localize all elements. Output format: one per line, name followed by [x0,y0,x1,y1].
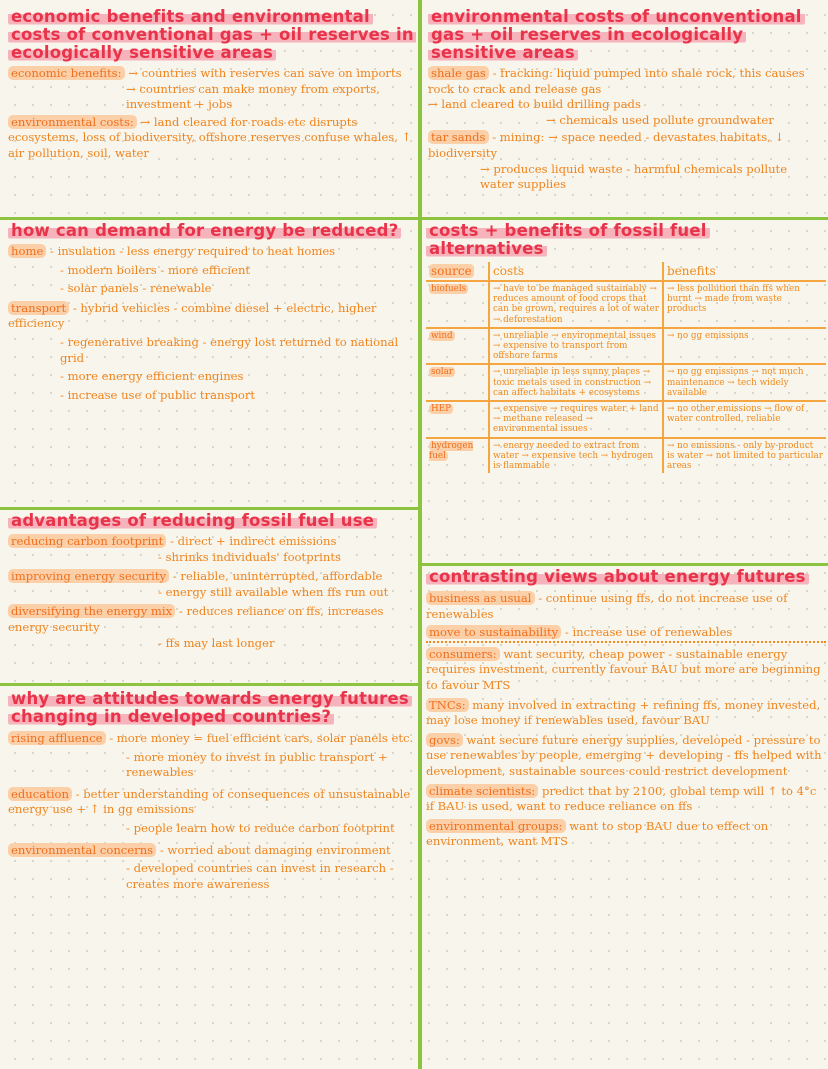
section-title: contrasting views about energy futures [426,568,826,586]
env-concerns-item: - worried about damaging environment [159,842,391,857]
transport-label: transport [8,301,69,315]
table-row [426,281,826,328]
row-source: hydrogen fuel [429,440,474,461]
carbon-label: reducing carbon footprint [8,534,166,548]
shale-gas [428,66,824,97]
section-unconventional-reserves [428,8,824,214]
security-item: - reliable, uninterrupted, affordable [172,569,383,584]
mts-row [426,625,826,643]
education-label: education [8,787,72,801]
carbon-item: - shrinks individuals' footprints [158,549,341,564]
home-item: - insulation - less energy required to heat homes [50,244,336,258]
shale-label: shale gas [428,66,489,80]
govs-label: govs: [426,733,463,747]
transport-item: - regenerative breaking - energy lost returned to national grid [60,334,399,365]
mix-item: - ffs may last longer [158,635,275,650]
tar-label: tar sands [428,130,489,144]
bau-row [426,591,826,622]
home-item: - solar panels - renewable [60,281,212,296]
section-reduce-demand [8,222,416,504]
header-source: source [431,264,472,278]
transport-item: - more energy efficient engines [60,369,244,384]
table-row [426,328,826,365]
header-benefits: benefits [667,264,716,278]
transport-row [8,301,416,332]
row-costs: → unreliable in less sunny places → toxic metals used in construction → can affect habitats + ecosystems [489,364,663,401]
row-source: solar [431,367,454,378]
home-row [8,244,416,260]
affluence-row [8,731,416,747]
row-costs: → energy needed to extract from water → expensive tech → hydrogen is flammable [489,438,663,474]
env-item: → land cleared for roads etc disrupts ecosystems, loss of biodiversity, offshore reserves confuse whales, ↑ air pollution, soil, water [8,114,412,160]
home-item: - modern boilers - more efficient [60,262,251,277]
section-title: how can demand for energy be reduced? [8,222,416,240]
shale-item: - fracking: liquid pumped into shale rock, this causes rock to crack and release gas [428,66,805,96]
mts-item: - increase use of renewables [564,625,733,640]
consumers-item: want security, cheap power - sustainable energy requires investment, currently favour BAU but more are beginning to favour MTS [426,646,821,692]
vertical-divider [418,0,422,1069]
shale-item: → chemicals used pollute groundwater [546,112,774,127]
section-title: economic benefits and environmental costs of conventional gas + oil reserves in ecologically sensitive areas [8,8,416,62]
divider-left-2 [0,507,420,510]
table-row [426,438,826,474]
consumers-row [426,647,826,694]
carbon-footprint-row [8,534,416,550]
tar-item: → produces liquid waste - harmful chemicals pollute water supplies [480,161,788,192]
affluence-item: - more money to invest in public transport + renewables [126,749,388,780]
row-benefits: → no gg emissions [663,328,826,365]
section-conventional-reserves [8,8,416,214]
table-row [426,401,826,438]
section-reducing-fossil-fuel [8,512,416,680]
mix-label: diversifying the energy mix [8,604,175,618]
climate-row [426,784,826,815]
security-label: improving energy security [8,569,169,583]
row-benefits: → no emissions - only by-product is water → not limited to particular areas [663,438,826,474]
bau-label: business as usual [426,591,535,605]
bau-item: - continue using ffs, do not increase use of renewables [426,591,788,621]
section-fossil-fuel-alternatives [426,222,826,560]
consumers-label: consumers: [426,647,500,661]
econ-benefits [8,66,416,82]
row-source: wind [431,330,453,341]
divider-left-3 [0,683,420,686]
transport-item: - hybrid vehicles - combine diesel + electric, higher efficiency [8,300,377,331]
education-item: - better understanding of consequences of unsustainable energy use + ↑ in gg emissions [8,786,411,817]
section-attitudes-changing [8,690,416,990]
env-groups-row [426,819,826,850]
table-row [426,364,826,401]
env-label: environmental costs: [8,115,137,129]
econ-item: → countries with reserves can save on imports [128,66,402,80]
climate-item: predict that by 2100, global temp will ↑ to 4°c if BAU is used, want to reduce reliance on ffs [426,783,817,814]
section-title: costs + benefits of fossil fuel alternatives [426,222,826,258]
tncs-label: TNCs: [426,698,469,712]
govs-row [426,733,826,780]
home-label: home [8,244,46,258]
row-costs: → expensive → requires water + land → methane released → environmental issues [489,401,663,438]
tncs-row [426,698,826,729]
env-groups-label: environmental groups: [426,819,566,833]
energy-security-row [8,569,416,585]
alternatives-table [426,262,826,473]
transport-item: - increase use of public transport [60,387,256,402]
env-costs [8,115,416,162]
env-groups-item: want to stop BAU due to effect on environment, want MTS [426,818,769,849]
divider-row-1 [0,217,828,220]
section-title: environmental costs of unconventional gas + oil reserves in ecologically sensitive areas [428,8,824,62]
tncs-item: many involved in extracting + refining ffs, money invested, may lose money if renewables used, favour BAU [426,697,821,728]
climate-label: climate scientists: [426,784,538,798]
carbon-item: - direct + indirect emissions [169,534,337,548]
env-concerns-row [8,843,416,859]
mts-label: move to sustainability [426,625,561,639]
row-benefits: → no other emissions → flow of water controlled, reliable [663,401,826,438]
row-benefits: → no gg emissions → not much maintenance → tech widely available [663,364,826,401]
divider-right-2 [420,563,828,566]
env-concerns-item: - developed countries can invest in research - creates more awareness [126,861,394,891]
energy-mix-row [8,604,416,635]
row-source: biofuels [431,284,467,294]
row-source: HEP [431,404,452,415]
row-costs: → unreliable → environmental issues → expensive to transport from offshore farms [489,328,663,365]
shale-item: → land cleared to build drilling pads [428,97,641,112]
education-row [8,787,416,818]
econ-item: → countries can make money from exports, investment + jobs [126,81,380,112]
mix-item: - reduces reliance on ffs, increases energy security [8,604,384,634]
section-energy-futures [426,568,826,988]
econ-label: economic benefits: [8,66,125,80]
affluence-item: - more money = fuel efficient cars, solar panels etc. [109,731,414,745]
row-costs: → have to be managed sustainably → reduces amount of food crops that can be grown, requires a lot of water → deforestation [489,281,663,328]
education-item: - people learn how to reduce carbon footprint [126,820,395,835]
tar-sands [428,130,824,161]
row-benefits: → less pollution than ffs when burnt → made from waste products [663,281,826,328]
section-title: advantages of reducing fossil fuel use [8,512,416,530]
tar-item: - mining: → space needed - devastates habitats, ↓ biodiversity [428,130,785,160]
header-costs: costs [489,262,663,281]
env-concerns-label: environmental concerns [8,843,156,857]
govs-item: want secure future energy supplies, developed - pressure to use renewables by people, emerging + developing - ffs helped with development, sustainable sources could restrict development [426,732,822,778]
table-header [426,262,826,281]
security-item: - energy still available when ffs run out [158,584,389,599]
affluence-label: rising affluence [8,731,106,745]
section-title: why are attitudes towards energy futures changing in developed countries? [8,690,416,726]
